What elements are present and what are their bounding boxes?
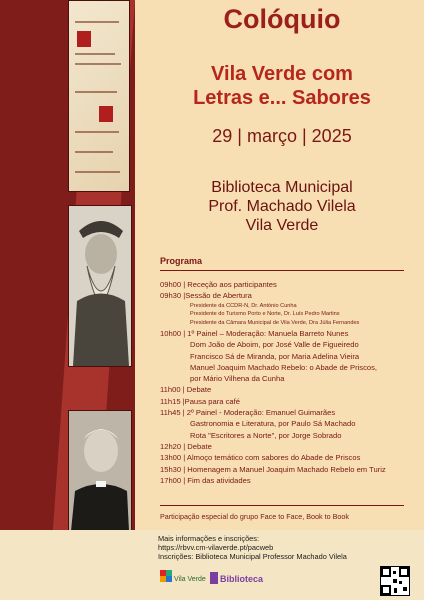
info-line-1: Mais informações e inscrições: [158,534,260,543]
venue-line-3: Vila Verde [245,217,319,234]
venue-line-1: Biblioteca Municipal [211,179,353,196]
program-item: 10h00 | 1º Painel – Moderação: Manuela Barreto Nunes [160,328,349,338]
event-subtitle [140,62,424,110]
biblioteca-logo-icon [210,570,265,588]
contact-info [158,534,347,562]
photo-portrait-icon [69,411,131,531]
program-item: Gastronomia e Literatura, por Paulo Sá Machado [190,419,356,429]
qr-code[interactable] [380,566,410,596]
manuscript-line [75,151,113,153]
manuscript-line [75,21,119,23]
vila-verde-logo [160,568,206,588]
program-item: 11h15 |Pausa para café [160,396,240,406]
venue-line-2: Prof. Machado Vilela [208,198,356,215]
event-title: Colóquio [223,4,341,34]
info-line-3: Inscrições: Biblioteca Municipal Professor Machado Vilela [158,552,347,562]
manuscript-initial [99,106,113,122]
vila-verde-logo-text: Vila Verde [174,576,206,583]
program-item: 11h00 | Debate [160,385,212,395]
engraving-portrait-image [68,205,132,367]
special-participation: Participação especial do grupo Face to Face, Book to Book [160,512,349,521]
program-item: Francisco Sá de Miranda, por Maria Adelina Vieira [190,351,360,361]
vila-verde-logo-icon [160,568,206,588]
manuscript-line [75,131,119,133]
biblioteca-logo [210,570,265,588]
program-item: 15h30 | Homenagem a Manuel Joaquim Machado Rebelo em Turiz [160,464,386,474]
program-item: por Mário Vilhena da Cunha [190,374,285,384]
program-item: Dom João de Aboim, por José Valle de Figueiredo [190,340,359,350]
program-top-rule [160,270,404,271]
program-item: 13h00 | Almoço temático com sabores do Abade de Priscos [160,453,361,463]
manuscript-line [75,53,115,55]
biblioteca-logo-text: Biblioteca [220,574,264,584]
program-bottom-rule [160,505,404,506]
event-venue [140,178,424,235]
info-link[interactable]: https://rbvv.cm-vilaverde.pt/pacweb [158,543,274,553]
qr-code-icon [381,567,409,595]
program-item: 11h45 | 2º Painel - Moderação: Emanuel Guimarães [160,408,336,418]
program-heading: Programa [160,256,203,266]
program-item: 12h20 | Debate [160,441,212,451]
subtitle-line-1: Vila Verde com [211,63,353,85]
subtitle-line-2: Letras e... Sabores [193,87,371,109]
manuscript-initial [77,31,91,47]
program-item: Presidente do Turismo Porto e Norte, Dr. Luís Pedro Martins [190,311,340,318]
manuscript-line [75,63,121,65]
program-item: Presidente da CCDR-N, Dr. António Cunha [190,302,297,309]
program-list [160,279,410,486]
event-date: 29 | março | 2025 [212,126,352,146]
engraving-portrait-icon [69,206,131,366]
photo-portrait-image [68,410,132,532]
manuscript-line [75,91,117,93]
manuscript-line [75,171,120,173]
program-item: Presidente da Câmara Municipal de Vila Verde, Dra Júlia Fernandes [190,320,360,327]
program-item: Rota "Escritores a Norte", por Jorge Sobrado [190,430,342,440]
program-item: 17h00 | Fim das atividades [160,475,251,485]
program-item: Manuel Joaquim Machado Rebelo: o Abade de Priscos, [190,362,378,372]
program-item: 09h30 |Sessão de Abertura [160,291,252,301]
program-item: 09h00 | Receção aos participantes [160,280,277,289]
manuscript-image [68,0,130,192]
